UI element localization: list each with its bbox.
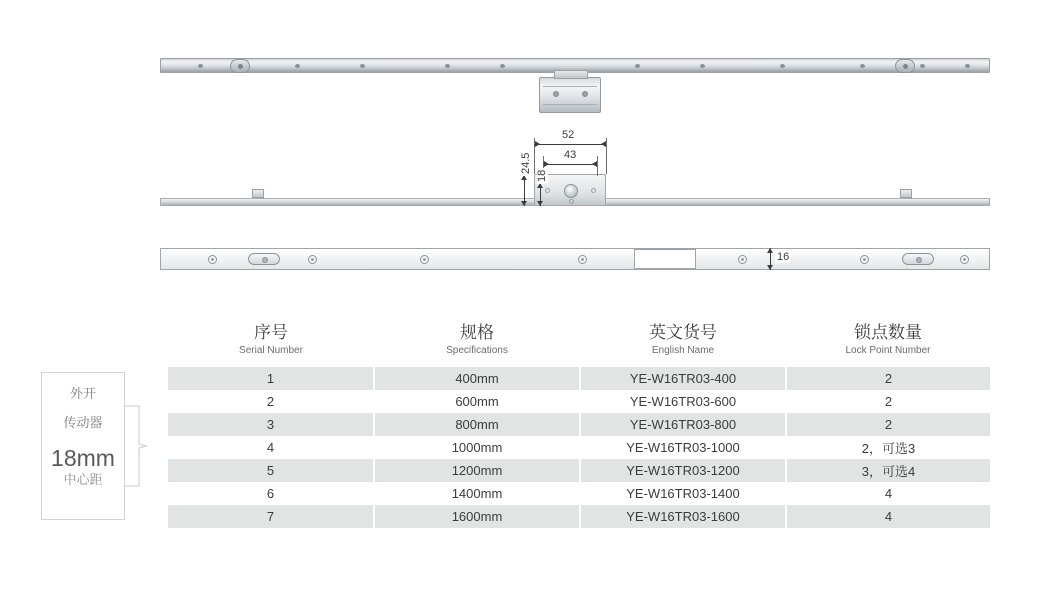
product-side-view <box>160 129 990 232</box>
specifications-table <box>168 322 990 528</box>
cell-specification: 1200mm <box>374 459 580 482</box>
cell-serial-number: 7 <box>168 505 374 528</box>
fix-hole <box>569 199 574 204</box>
arrow-icon <box>544 161 549 167</box>
table-row <box>168 459 990 482</box>
rail-hole <box>965 64 970 68</box>
cell-lock-points: 2 <box>786 390 990 413</box>
arrow-icon <box>537 201 543 206</box>
lock-cam <box>230 59 250 73</box>
table-row <box>168 413 990 436</box>
cell-lock-points: 3，可选4 <box>786 459 990 482</box>
specifications-table-wrapper <box>168 322 990 528</box>
col-header-cn: 规格 <box>460 323 494 342</box>
side-cam-block <box>900 189 912 198</box>
cell-specification: 1000mm <box>374 436 580 459</box>
rail-hole <box>445 64 450 68</box>
arrow-icon <box>521 201 527 206</box>
cell-serial-number: 3 <box>168 413 374 436</box>
col-header-serial-number <box>168 322 374 367</box>
callout-line-1: 外开 <box>69 386 96 401</box>
gearbox-screw <box>582 91 588 97</box>
col-header-en: Serial Number <box>239 345 303 356</box>
callout-line-2: 传动器 <box>63 415 103 430</box>
face-hole <box>420 255 429 264</box>
callout-dimension-label: 中心距 <box>63 472 103 487</box>
col-header-cn: 锁点数量 <box>854 323 922 342</box>
rail-hole <box>360 64 365 68</box>
product-callout-box <box>41 372 125 520</box>
arrow-icon <box>767 248 773 253</box>
col-header-en: Lock Point Number <box>845 345 931 356</box>
cell-serial-number: 5 <box>168 459 374 482</box>
face-hole <box>960 255 969 264</box>
cell-english-name: YE-W16TR03-800 <box>580 413 786 436</box>
face-hole <box>860 255 869 264</box>
ext-line <box>597 156 598 176</box>
rail-hole <box>780 64 785 68</box>
rail-hole <box>920 64 925 68</box>
fix-hole <box>545 188 550 193</box>
arrow-icon <box>601 141 606 147</box>
fix-hole <box>591 188 596 193</box>
cell-serial-number: 6 <box>168 482 374 505</box>
arrow-icon <box>535 141 540 147</box>
col-header-en: English Name <box>651 345 715 356</box>
rail-hole <box>198 64 203 68</box>
cell-english-name: YE-W16TR03-1400 <box>580 482 786 505</box>
cell-lock-points: 2 <box>786 367 990 390</box>
rail-hole <box>700 64 705 68</box>
gearbox-groove <box>543 86 597 87</box>
rail-hole <box>500 64 505 68</box>
col-header-en: Specifications <box>446 345 508 356</box>
table-row <box>168 482 990 505</box>
dim-line-52 <box>534 144 606 145</box>
gearbox-groove <box>543 104 597 105</box>
cell-english-name: YE-W16TR03-600 <box>580 390 786 413</box>
dim-label-18: 18 <box>536 169 548 182</box>
cell-specification: 1400mm <box>374 482 580 505</box>
face-hole <box>578 255 587 264</box>
gearbox-screw <box>553 91 559 97</box>
cell-specification: 400mm <box>374 367 580 390</box>
cell-serial-number: 2 <box>168 390 374 413</box>
cell-english-name: YE-W16TR03-1200 <box>580 459 786 482</box>
cell-lock-points: 2 <box>786 413 990 436</box>
dim-label-16: 16 <box>777 251 790 263</box>
callout-dimension: 18mm <box>51 445 115 471</box>
face-hole <box>738 255 747 264</box>
face-center-plate <box>634 249 696 269</box>
cell-lock-points: 4 <box>786 482 990 505</box>
table-row <box>168 505 990 528</box>
cell-serial-number: 4 <box>168 436 374 459</box>
callout-pointer <box>125 404 147 488</box>
rail-hole <box>635 64 640 68</box>
dim-label-24-5: 24.5 <box>520 152 532 174</box>
arrow-icon <box>592 161 597 167</box>
cell-lock-points: 4 <box>786 505 990 528</box>
table-row <box>168 436 990 459</box>
cell-lock-points: 2，可选3 <box>786 436 990 459</box>
spindle-hole <box>564 184 578 198</box>
cell-english-name: YE-W16TR03-400 <box>580 367 786 390</box>
cell-specification: 1600mm <box>374 505 580 528</box>
table-header-row <box>168 322 990 367</box>
dim-label-43: 43 <box>564 149 577 161</box>
col-header-english-name <box>580 322 786 367</box>
cell-english-name: YE-W16TR03-1000 <box>580 436 786 459</box>
col-header-specifications <box>374 322 580 367</box>
cell-english-name: YE-W16TR03-1600 <box>580 505 786 528</box>
dim-line-43 <box>543 164 597 165</box>
table-row <box>168 367 990 390</box>
face-cam <box>248 253 280 265</box>
cell-specification: 800mm <box>374 413 580 436</box>
rail-hole <box>860 64 865 68</box>
cell-specification: 600mm <box>374 390 580 413</box>
face-hole <box>208 255 217 264</box>
face-hole <box>308 255 317 264</box>
arrow-icon <box>767 265 773 270</box>
lock-cam <box>895 59 915 73</box>
col-header-lock-point-number <box>786 322 990 367</box>
dim-label-52: 52 <box>562 129 575 141</box>
face-cam <box>902 253 934 265</box>
gearbox-spindle-plate <box>554 70 588 79</box>
side-cam-block <box>252 189 264 198</box>
col-header-cn: 英文货号 <box>649 323 717 342</box>
rail-hole <box>295 64 300 68</box>
product-face-view <box>160 248 990 278</box>
table-row <box>168 390 990 413</box>
product-top-view <box>160 44 990 84</box>
ext-line <box>606 138 607 174</box>
gearbox-housing <box>539 77 601 113</box>
col-header-cn: 序号 <box>254 323 288 342</box>
cell-serial-number: 1 <box>168 367 374 390</box>
